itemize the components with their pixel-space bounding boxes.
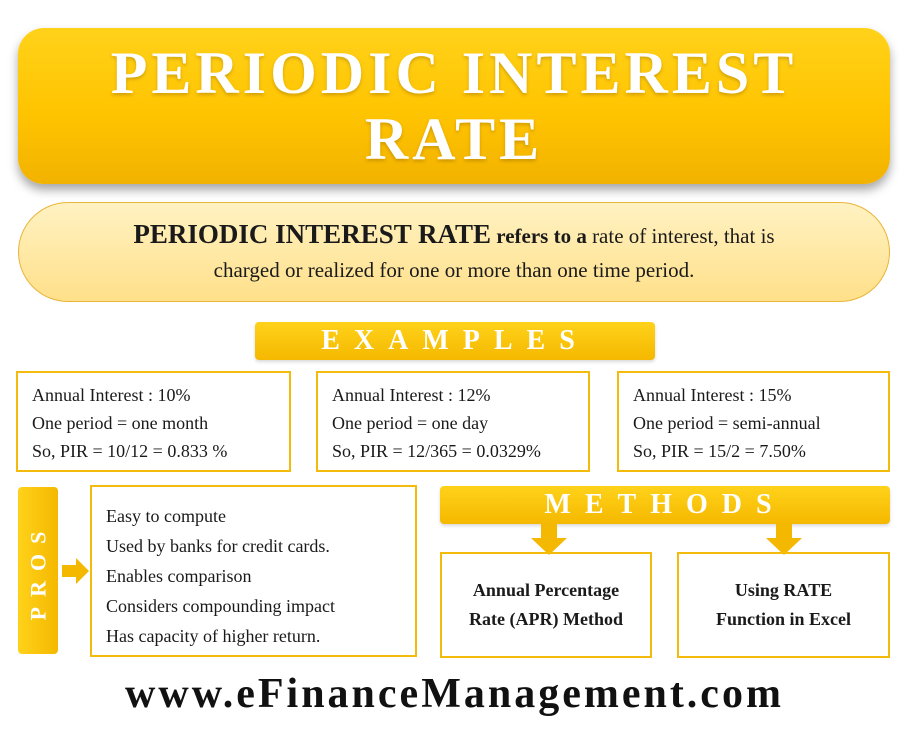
definition-line-1 xyxy=(133,217,774,253)
pros-item: Considers compounding impact xyxy=(106,596,335,616)
pros-item: Enables comparison xyxy=(106,566,252,586)
pros-item: Used by banks for credit cards. xyxy=(106,536,330,556)
pros-label: PROS xyxy=(25,521,50,620)
pros-item: Has capacity of higher return. xyxy=(106,626,321,646)
title-banner xyxy=(18,28,890,184)
methods-header: METHODS xyxy=(440,486,890,524)
example-box-1 xyxy=(16,371,291,472)
example-2-interest: Annual Interest : 12% xyxy=(332,385,491,405)
examples-header: EXAMPLES xyxy=(255,322,655,360)
method-apr-line-1: Annual Percentage xyxy=(472,580,620,600)
example-3-interest: Annual Interest : 15% xyxy=(633,385,792,405)
definition-text-1: rate of interest, that is xyxy=(592,224,775,248)
pros-item: Easy to compute xyxy=(106,506,226,526)
definition-term: PERIODIC INTEREST RATE xyxy=(133,219,491,249)
pros-list xyxy=(90,485,417,657)
example-2-result: So, PIR = 12/365 = 0.0329% xyxy=(332,441,541,461)
example-box-3 xyxy=(617,371,890,472)
pros-header xyxy=(18,487,58,654)
definition-panel xyxy=(18,202,890,302)
definition-line-2: charged or realized for one or more than one time period. xyxy=(213,258,695,282)
method-rate-line-1: Using RATE xyxy=(734,580,833,600)
example-2-period: One period = one day xyxy=(332,413,489,433)
method-rate-line-2: Function in Excel xyxy=(715,609,851,629)
footer-url: www.eFinanceManagement.com xyxy=(125,671,784,717)
example-1-interest: Annual Interest : 10% xyxy=(32,385,191,405)
example-3-result: So, PIR = 15/2 = 7.50% xyxy=(633,441,806,461)
method-rate-box xyxy=(677,552,890,658)
definition-connector: refers to a xyxy=(496,224,587,248)
example-1-period: One period = one month xyxy=(32,413,209,433)
example-1-result: So, PIR = 10/12 = 0.833 % xyxy=(32,441,228,461)
example-3-period: One period = semi-annual xyxy=(633,413,821,433)
title-line-1: PERIODIC INTEREST xyxy=(110,40,798,106)
right-arrow-icon xyxy=(62,557,90,585)
method-apr-line-2: Rate (APR) Method xyxy=(469,609,623,629)
title-line-2: RATE xyxy=(364,106,544,172)
method-apr-box xyxy=(440,552,652,658)
example-box-2 xyxy=(316,371,590,472)
